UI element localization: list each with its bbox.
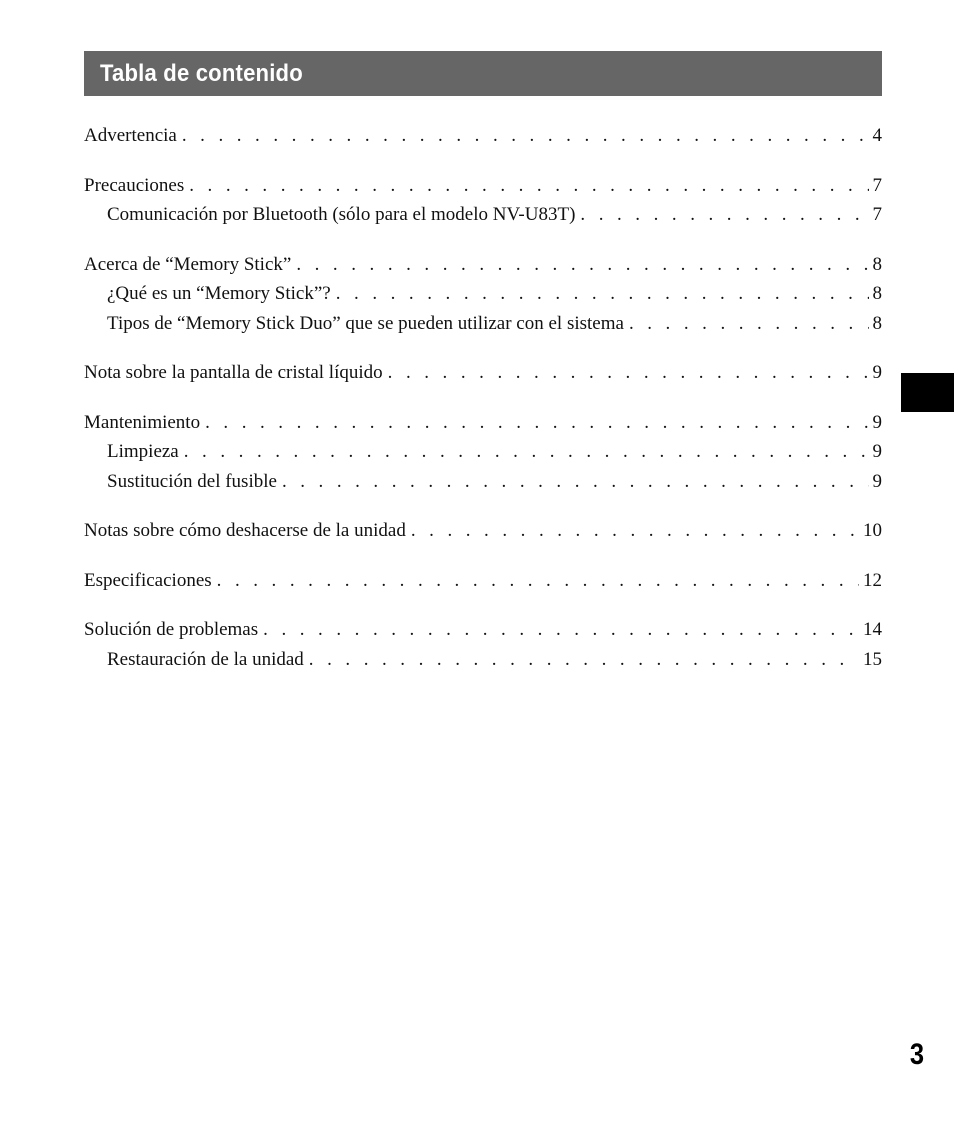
toc-entry-title: Sustitución del fusible bbox=[107, 470, 277, 492]
toc-page-number: 9 bbox=[872, 470, 882, 492]
toc-entry[interactable] bbox=[84, 121, 882, 151]
toc-group bbox=[84, 615, 882, 674]
toc-group bbox=[84, 516, 882, 546]
toc-group bbox=[84, 121, 882, 151]
toc-subentry[interactable] bbox=[84, 645, 882, 675]
toc-page-number: 9 bbox=[872, 362, 882, 383]
toc-page-number: 12 bbox=[863, 569, 882, 591]
dot-leader bbox=[263, 615, 859, 645]
toc-group bbox=[84, 566, 882, 596]
toc-page-number: 9 bbox=[872, 441, 882, 462]
toc-page-number: 9 bbox=[872, 411, 882, 433]
toc-entry-title: Precauciones bbox=[84, 174, 185, 196]
toc-page-number: 8 bbox=[872, 253, 882, 275]
toc-entry[interactable] bbox=[84, 358, 882, 388]
dot-leader bbox=[411, 516, 859, 546]
toc-page-number: 4 bbox=[872, 125, 882, 146]
toc-subentry[interactable] bbox=[84, 437, 882, 467]
toc-page-number: 8 bbox=[872, 312, 882, 334]
toc-entry[interactable] bbox=[84, 615, 882, 645]
toc-subentry[interactable] bbox=[84, 200, 882, 230]
dot-leader bbox=[184, 437, 869, 467]
dot-leader bbox=[189, 171, 868, 201]
toc-entry-title: Acerca de “Memory Stick” bbox=[84, 253, 292, 275]
toc-page-number: 15 bbox=[863, 648, 882, 670]
toc-page-number: 10 bbox=[863, 520, 882, 541]
toc-entry-title: Nota sobre la pantalla de cristal líquido bbox=[84, 362, 383, 383]
page-number: 3 bbox=[909, 1038, 925, 1071]
toc-entry[interactable] bbox=[84, 250, 882, 280]
section-header-bar bbox=[84, 51, 882, 96]
dot-leader bbox=[629, 309, 869, 339]
toc-entry-title: ¿Qué es un “Memory Stick”? bbox=[107, 283, 331, 304]
toc-group bbox=[84, 358, 882, 388]
toc-subentry[interactable] bbox=[84, 279, 882, 309]
toc-entry[interactable] bbox=[84, 566, 882, 596]
toc-entry-title: Tipos de “Memory Stick Duo” que se pueden utilizar con el sistema bbox=[107, 312, 624, 334]
dot-leader bbox=[217, 566, 859, 596]
toc-entry[interactable] bbox=[84, 171, 882, 201]
toc-group bbox=[84, 408, 882, 497]
toc-entry-title: Limpieza bbox=[107, 441, 179, 462]
toc-entry-title: Especificaciones bbox=[84, 569, 212, 591]
toc-subentry[interactable] bbox=[84, 467, 882, 497]
dot-leader bbox=[296, 250, 868, 280]
toc-group bbox=[84, 250, 882, 339]
toc-group bbox=[84, 171, 882, 230]
dot-leader bbox=[309, 645, 859, 675]
toc-page-number: 14 bbox=[863, 619, 882, 640]
toc-entry-title: Advertencia bbox=[84, 125, 177, 146]
toc-entry-title: Notas sobre cómo deshacerse de la unidad bbox=[84, 520, 406, 541]
dot-leader bbox=[336, 279, 869, 309]
toc-entry-title: Mantenimiento bbox=[84, 411, 201, 433]
dot-leader bbox=[182, 121, 869, 151]
toc-page-number: 7 bbox=[872, 204, 882, 225]
toc-page-number: 7 bbox=[872, 174, 882, 196]
dot-leader bbox=[205, 408, 868, 438]
toc-entry-title: Restauración de la unidad bbox=[107, 648, 304, 670]
toc-entry[interactable] bbox=[84, 516, 882, 546]
dot-leader bbox=[282, 467, 869, 497]
toc-page-number: 8 bbox=[872, 283, 882, 304]
section-tab-marker bbox=[901, 373, 954, 412]
toc-entry[interactable] bbox=[84, 408, 882, 438]
toc-entry-title: Comunicación por Bluetooth (sólo para el modelo NV-U83T) bbox=[107, 204, 576, 225]
dot-leader bbox=[580, 200, 868, 230]
toc-entry-title: Solución de problemas bbox=[84, 619, 259, 640]
page-title: Tabla de contenido bbox=[100, 59, 303, 87]
table-of-contents bbox=[84, 121, 882, 674]
dot-leader bbox=[388, 358, 869, 388]
toc-subentry[interactable] bbox=[84, 309, 882, 339]
